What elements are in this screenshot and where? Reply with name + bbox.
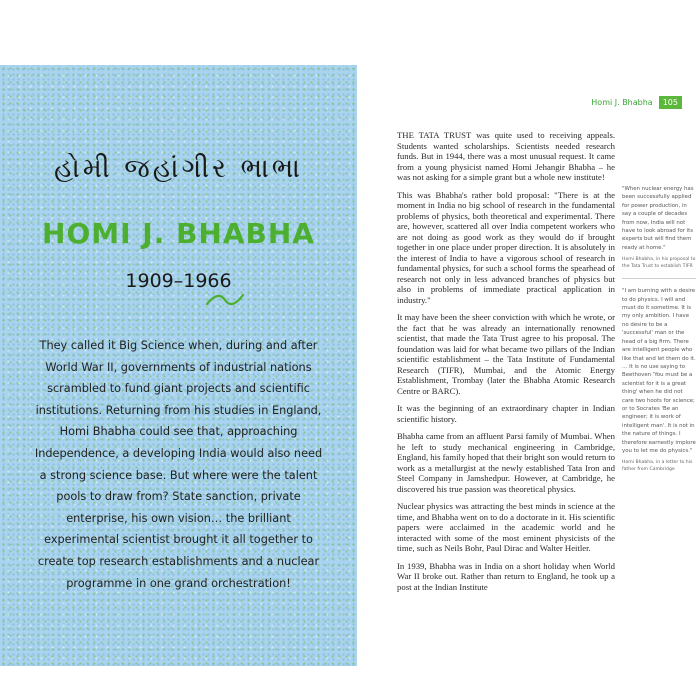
left-page-panel (0, 65, 357, 666)
body-paragraph: This was Bhabha's rather bold proposal: "There is at the moment in India no big school of research in the fundamental problems of physics, both theoretical and experimental. There are, however, scattered all over India competent workers who are not doing as good work as they would do if brought together in one place under proper direction. It is absolutely in the interest of India to have a vigorous school of research in fundamental physics, for such a school forms the spearhead of research not only in less advanced branches of physics but also in problems of immediate practical application in industry." (397, 189, 615, 305)
body-paragraph: Nuclear physics was attracting the best minds in science at the time, and Bhabha went on to do a doctorate in it. His scientific papers were acclaimed in the academic world and he interacted with some of the most eminent physicists of the time, such as Neils Bohr, Paul Dirac and Walter Heitler. (397, 501, 615, 553)
body-paragraph: In 1939, Bhabha was in India on a short holiday when World War II broke out. Rather than return to England, he took up a post at the Indian Institute (397, 560, 615, 592)
life-years: 1909–1966 (125, 270, 232, 292)
sidebar-quote: "I am burning with a desire to do physics. I will and must do it sometime. It is my only ambition. I have no desire to be a 'successful' man or the head of a big firm. There are intelligent people who like that and let them do it. … It is no use saying to Beethoven 'You must be a scientist for it is a great thing' when he did not care two hoots for science; or to Socrates 'Be an engineer; it is work of intelligent man'. It is not in the nature of things. I therefore earnestly implore you to let me do physics." (622, 288, 696, 454)
running-head (591, 96, 682, 109)
sidebar-citation: Homi Bhabha, in a letter to his father from Cambridge (622, 460, 693, 473)
lead-words: THE TATA TRUST (397, 130, 472, 140)
squiggle-decoration (205, 292, 245, 308)
intro-paragraph: They called it Big Science when, during and after World War II, governments of industrial nations scrambled to fund giant projects and scientific institutions. Returning from his studies in England, Homi Bhabha could see that, approaching Independence, a developing India would also need a strong science base. But where were the talent pools to draw from? State sanction, private enterprise, his own vision… the brilliant experimental scientist brought it all together to create top research establishments and a nuclear programme in one grand orchestration! (34, 339, 323, 590)
sidebar-divider (622, 278, 696, 279)
english-name-title: HOMI J. BHABHA (42, 217, 315, 250)
sidebar-quote: "When nuclear energy has been successfully applied for power production, in say a couple of decades from now, India will not have to look abroad for its experts but will find them ready at home." (622, 186, 694, 251)
running-head-title: Homi J. Bhabha (591, 98, 653, 107)
quote-sidebar (622, 185, 696, 473)
body-paragraph: THE TATA TRUST was quite used to receiving appeals. Students wanted scholarships. Scientists needed research funds. But in 1944, there was a most unusual request. It came from a young physicist named Homi Jehangir Bhabha – he was not asking for a simple grant but a whole new institute! (397, 130, 615, 182)
body-paragraph: It may have been the sheer conviction with which he wrote, or the fact that he was already an internationally renowned scientist, that made the Tata Trust agree to his proposal. The foundation was laid for what became two pillars of the Indian scientific establishment – the Tata Institute of Fundamental Research (TIFR), Mumbai, and the Atomic Energy Establishment, Trombay (later the Bhabha Atomic Research Centre or BARC). (397, 312, 615, 396)
page-number: 105 (659, 96, 682, 109)
body-paragraph: It was the beginning of an extraordinary chapter in Indian scientific history. (397, 403, 615, 424)
body-paragraph: Bhabha came from an affluent Parsi family of Mumbai. When he left to study mechanical engineering in Cambridge, England, his family hoped that their bright son would return to work as a metallurgist at the newly established Tata Iron and Steel Company in Jamshedpur. However, at Cambridge, he discovered his true passion was theoretical physics. (397, 431, 615, 494)
main-text-column (397, 130, 615, 599)
sidebar-citation: Homi Bhabha, in his proposal to the Tata Trust to establish TIFR (622, 257, 696, 270)
gujarati-name: હોમી જહાંગીર ભાભા (53, 153, 304, 184)
